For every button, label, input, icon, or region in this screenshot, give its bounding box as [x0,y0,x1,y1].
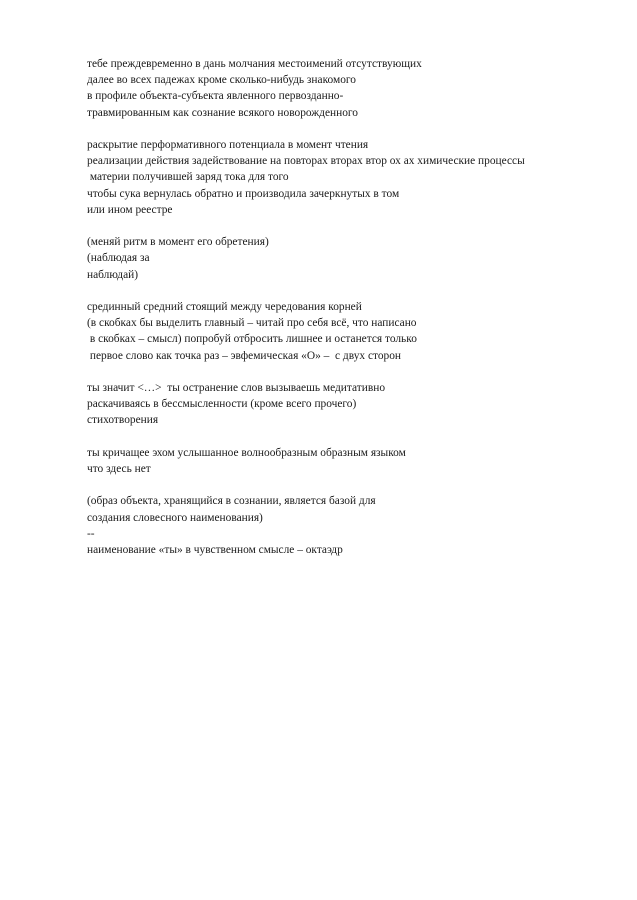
text-line: наблюдай) [87,268,139,281]
text-line: раскачиваясь в бессмысленности (кроме всего прочего) [87,398,357,411]
poem-text [87,56,627,574]
text-line: реализации действия задействование на повторах вторах втор ох ах химические процессы [87,155,525,168]
text-line: тебе преждевременно в дань молчания местоимений отсутствующих [87,58,422,70]
text-line: в скобках – смысл) попробуй отбросить лишнее и останется только [87,333,417,346]
text-line: стихотворения [87,414,159,427]
text-line: травмированным как сознание всякого новорожденного [87,106,358,119]
stanza-3 [87,234,627,283]
text-line: что здесь нет [87,463,151,475]
stanza-6 [87,445,627,477]
text-line: чтобы сука вернулась обратно и производила зачеркнутых в том [87,187,400,200]
text-line: наименование «ты» в чувственном смысле – октаэдр [87,544,343,556]
stanza-5 [87,380,627,429]
stanza-2 [87,137,627,218]
text-line: первое слово как точка раз – эвфемическая «О» – с двух сторон [87,349,402,362]
stanza-7 [87,493,627,558]
text-line: (в скобках бы выделить главный – читай про себя всё, что написано [87,317,417,330]
text-line: создания словесного наименования) [87,511,263,524]
text-line: ты кричащее эхом услышанное волнообразным образным языком [87,446,406,459]
text-line: ты значит <…> ты остранение слов вызываешь медитативно [87,382,386,394]
text-line: срединный средний стоящий между чередования корней [87,301,362,313]
text-line: далее во всех падежах кроме сколько-нибудь знакомого [87,74,357,87]
text-line: -- [87,527,95,540]
text-line: (наблюдая за [87,252,150,265]
text-line: раскрытие перформативного потенциала в момент чтения [87,139,369,151]
text-line: материи получившей заряд тока для того [87,171,289,184]
text-line: (меняй ритм в момент его обретения) [87,236,269,249]
text-line: в профиле объекта-субъекта явленного первозданно- [87,90,344,103]
text-line: (образ объекта, хранящийся в сознании, является базой для [87,495,376,508]
stanza-4 [87,299,627,364]
stanza-1 [87,56,627,121]
text-line: или ином реестре [87,203,173,216]
